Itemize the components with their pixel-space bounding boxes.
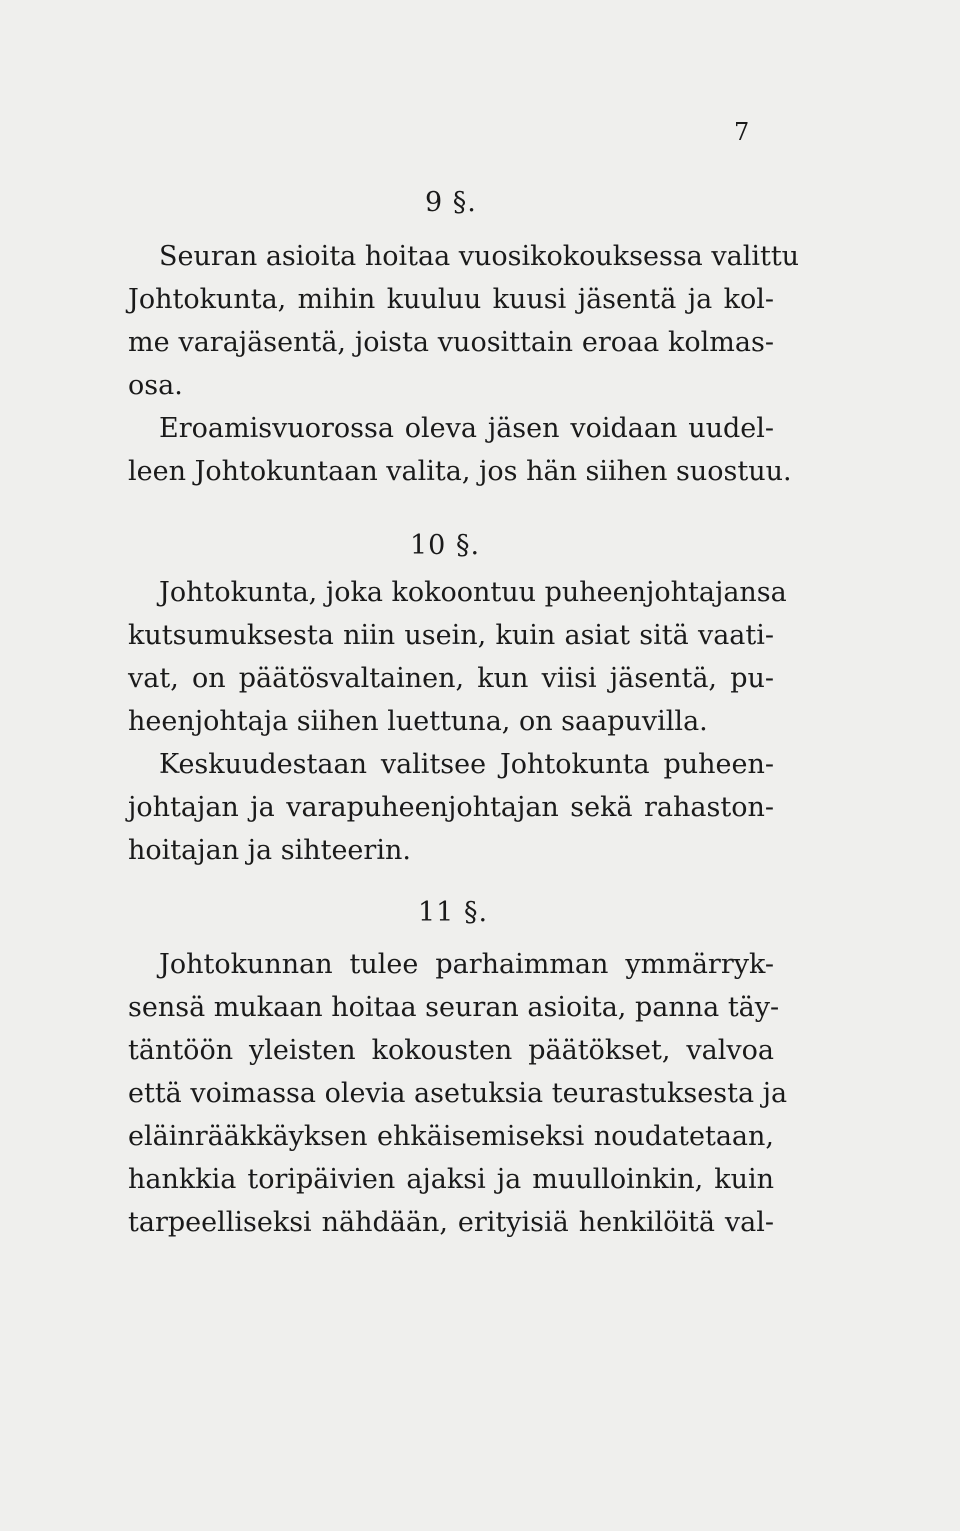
- text-line: kutsumuksesta niin usein, kuin asiat sitä vaati-: [128, 620, 774, 651]
- text-line: johtajan ja varapuheenjohtajan sekä rahaston-: [128, 792, 774, 823]
- text-line: osa.: [128, 370, 183, 401]
- section-heading-11: 11 §.: [418, 897, 489, 928]
- text-line: että voimassa olevia asetuksia teurastuksesta ja: [128, 1078, 788, 1109]
- text-line: Keskuudestaan valitsee Johtokunta puheen-: [159, 749, 774, 780]
- section-body-10: [128, 571, 787, 872]
- text-line: Eroamisvuorossa oleva jäsen voidaan uudel-: [159, 413, 774, 444]
- section-heading-9: 9 §.: [425, 187, 477, 218]
- text-line: hoitajan ja sihteerin.: [128, 835, 411, 866]
- section-body-11: [128, 943, 788, 1244]
- page-number: 7: [734, 118, 750, 146]
- text-line: Seuran asioita hoitaa vuosikokouksessa valittu: [159, 241, 800, 272]
- text-line: Johtokunta, joka kokoontuu puheenjohtajansa: [159, 577, 787, 608]
- text-line: heenjohtaja siihen luettuna, on saapuvilla.: [128, 706, 708, 737]
- text-line: Johtokunta, mihin kuuluu kuusi jäsentä ja kol-: [128, 284, 774, 315]
- text-line: tarpeelliseksi nähdään, erityisiä henkilöitä val-: [128, 1207, 774, 1238]
- text-line: eläinrääkkäyksen ehkäisemiseksi noudatetaan,: [128, 1121, 774, 1152]
- text-line: hankkia toripäivien ajaksi ja muulloinkin, kuin: [128, 1164, 774, 1195]
- text-line: leen Johtokuntaan valita, jos hän siihen suostuu.: [128, 456, 792, 487]
- text-line: sensä mukaan hoitaa seuran asioita, panna täy-: [128, 992, 780, 1023]
- text-line: täntöön yleisten kokousten päätökset, valvoa: [128, 1035, 774, 1066]
- text-line: me varajäsentä, joista vuosittain eroaa kolmas-: [128, 327, 774, 358]
- text-line: Johtokunnan tulee parhaimman ymmärryk-: [159, 949, 774, 980]
- section-heading-10: 10 §.: [410, 530, 481, 561]
- text-line: vat, on päätösvaltainen, kun viisi jäsentä, pu-: [128, 663, 774, 694]
- section-body-9: [128, 235, 800, 493]
